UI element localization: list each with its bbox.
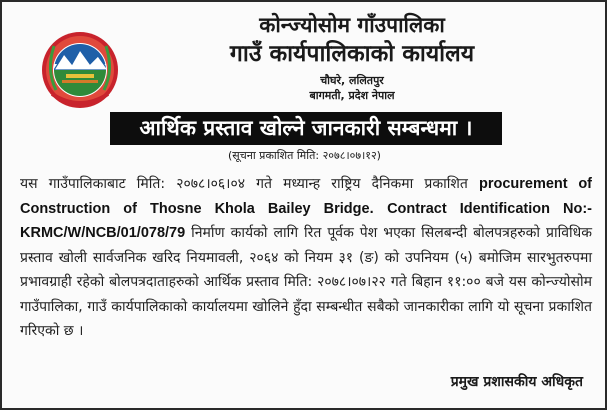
municipality-emblem-icon: [38, 30, 122, 110]
body-text-part-2: निर्माण कार्यको लागि रित पूर्वक पेश भएका सिलबन्दी बोलपत्रहरुको प्राविधिक प्रस्ताव खोली सार्वजनिक खरिद नियमावली, २०६४ को नियम ३१ (ङ) को उपनियम (५) बमोजिम सारभुतरुपमा प्रभावग्राही रहेको बोलपत्रदाताहरुको आर्थिक प्रस्ताव मिति: २०७८।०७।२२ गते बिहान ११:०० बजे यस कोन्ज्योसोम गाउँपालिका, गाउँ कार्यपालिकाको कार्यालयमा खोलिने हुँदा सम्बन्धीत सबैको जानकारीका लागि यो सूचना प्रकाशित गरिएको छ ।: [20, 225, 592, 339]
address-line-2: बागमती, प्रदेश नेपाल: [309, 89, 395, 102]
notice-title: आर्थिक प्रस्ताव खोल्ने जानकारी सम्बन्धमा ।: [110, 112, 502, 145]
address-line-1: चौघरे, ललितपुर: [320, 74, 384, 87]
office-name: कोन्ज्योसोम गाँउपालिका: [259, 13, 445, 37]
project-name: procurement of Construction of Thosne Khola Bailey Bridge.: [20, 176, 592, 217]
notice-body: [20, 172, 592, 344]
office-department: गाउँ कार्यपालिकाको कार्यालय: [229, 41, 475, 67]
body-text-part-1: यस गाउँपालिकाबाट मिति: २०७८।०६।०४ गते मध्यान्ह राष्ट्रिय दैनिकमा प्रकाशित: [20, 176, 479, 192]
publication-date: (सूचना प्रकाशित मिति: २०७८।०७।१२): [228, 149, 381, 162]
signature-designation: प्रमुख प्रशासकीय अधिकृत: [450, 374, 583, 390]
contract-identification: Contract Identification No:- KRMC/W/NCB/01/078/79: [20, 200, 592, 241]
